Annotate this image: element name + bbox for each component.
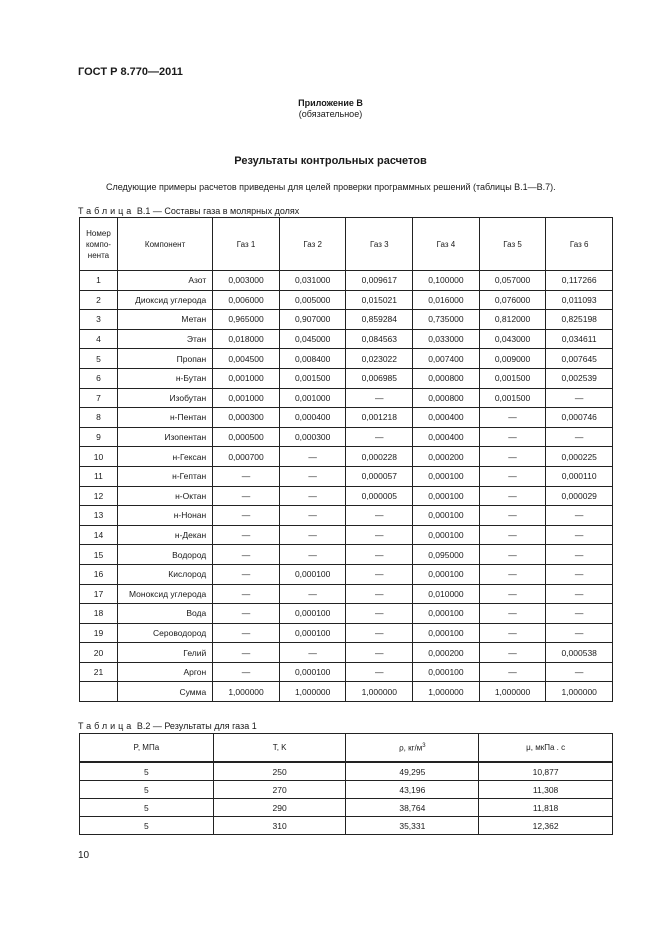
table-row	[80, 310, 613, 330]
mole-fraction-cell: 0,000500	[213, 427, 280, 447]
mole-fraction-cell: 0,000400	[413, 427, 480, 447]
mole-fraction-cell: 0,000029	[546, 486, 613, 506]
mole-fraction-cell: 0,825198	[546, 310, 613, 330]
mole-fraction-cell: 0,907000	[279, 310, 346, 330]
table-row	[80, 408, 613, 428]
table1-header-cell: Номер компо-нента	[80, 218, 118, 271]
table1-header-cell: Газ 4	[413, 218, 480, 271]
mole-fraction-cell: 0,000100	[279, 662, 346, 682]
table1-caption	[78, 206, 299, 216]
component-number-cell: 16	[80, 564, 118, 584]
component-number-cell: 17	[80, 584, 118, 604]
mole-fraction-cell: 0,018000	[213, 329, 280, 349]
mole-fraction-cell: 0,000800	[413, 388, 480, 408]
component-name-cell: н-Гексан	[117, 447, 212, 467]
table1-header-cell: Газ 1	[213, 218, 280, 271]
table-row	[80, 271, 613, 291]
mole-fraction-cell: 1,000000	[213, 682, 280, 702]
table-row	[80, 427, 613, 447]
result-cell: 250	[213, 762, 346, 781]
component-number-cell: 19	[80, 623, 118, 643]
mole-fraction-cell: 0,000300	[213, 408, 280, 428]
table2-header-row	[80, 734, 613, 763]
annex-title: Приложение В	[298, 98, 363, 108]
mole-fraction-cell: —	[546, 564, 613, 584]
result-cell: 11,308	[479, 781, 613, 799]
mole-fraction-cell: —	[479, 604, 546, 624]
mole-fraction-cell: 0,812000	[479, 310, 546, 330]
mole-fraction-cell: 0,031000	[279, 271, 346, 291]
component-number-cell: 12	[80, 486, 118, 506]
mole-fraction-cell: —	[479, 662, 546, 682]
mole-fraction-cell: 0,016000	[413, 290, 480, 310]
result-cell: 5	[80, 799, 214, 817]
mole-fraction-cell: 0,010000	[413, 584, 480, 604]
mole-fraction-cell: —	[346, 388, 413, 408]
mole-fraction-cell: 0,009617	[346, 271, 413, 291]
mole-fraction-cell: 0,000100	[413, 525, 480, 545]
mole-fraction-cell: 0,003000	[213, 271, 280, 291]
component-name-cell: н-Бутан	[117, 368, 212, 388]
table2-header-label: T, K	[272, 743, 287, 752]
component-name-cell: Изопентан	[117, 427, 212, 447]
mole-fraction-cell: 0,076000	[479, 290, 546, 310]
mole-fraction-cell: 0,006985	[346, 368, 413, 388]
mole-fraction-cell: 0,004500	[213, 349, 280, 369]
table-row	[80, 486, 613, 506]
table1-caption-text: В.1 — Составы газа в молярных долях	[136, 206, 300, 216]
mole-fraction-cell: 1,000000	[346, 682, 413, 702]
page-number: 10	[78, 850, 90, 861]
table1-header-cell: Газ 3	[346, 218, 413, 271]
component-name-cell: н-Декан	[117, 525, 212, 545]
mole-fraction-cell: —	[213, 525, 280, 545]
mole-fraction-cell: —	[546, 525, 613, 545]
mole-fraction-cell: 0,095000	[413, 545, 480, 565]
mole-fraction-cell: 0,000200	[413, 447, 480, 467]
density-unit-exponent: 3	[422, 742, 426, 749]
table-row	[80, 349, 613, 369]
mole-fraction-cell: 0,002539	[546, 368, 613, 388]
mole-fraction-cell: 0,001000	[213, 368, 280, 388]
table2-caption-text: В.2 — Результаты для газа 1	[136, 721, 257, 731]
mole-fraction-cell: 0,057000	[479, 271, 546, 291]
mole-fraction-cell: —	[346, 584, 413, 604]
mole-fraction-cell: —	[279, 466, 346, 486]
result-cell: 5	[80, 762, 214, 781]
component-number-cell: 13	[80, 506, 118, 526]
mole-fraction-cell: —	[279, 447, 346, 467]
mole-fraction-cell: —	[479, 447, 546, 467]
table-row	[80, 368, 613, 388]
component-name-cell: Изобутан	[117, 388, 212, 408]
mole-fraction-cell: —	[546, 623, 613, 643]
mole-fraction-cell: —	[479, 643, 546, 663]
mole-fraction-cell: 0,735000	[413, 310, 480, 330]
table-row	[80, 564, 613, 584]
mole-fraction-cell: —	[346, 604, 413, 624]
mole-fraction-cell: 0,000057	[346, 466, 413, 486]
component-name-cell: Этан	[117, 329, 212, 349]
component-number-cell: 6	[80, 368, 118, 388]
mole-fraction-cell: 0,011093	[546, 290, 613, 310]
mole-fraction-cell: 0,045000	[279, 329, 346, 349]
result-cell: 290	[213, 799, 346, 817]
mole-fraction-cell: —	[279, 486, 346, 506]
table-row	[80, 388, 613, 408]
table-row	[80, 604, 613, 624]
component-name-cell: Азот	[117, 271, 212, 291]
mole-fraction-cell: —	[213, 643, 280, 663]
mole-fraction-cell: —	[346, 564, 413, 584]
mole-fraction-cell: 0,001500	[279, 368, 346, 388]
component-number-cell: 1	[80, 271, 118, 291]
mole-fraction-cell: 1,000000	[546, 682, 613, 702]
mole-fraction-cell: 0,006000	[213, 290, 280, 310]
mole-fraction-cell: —	[479, 623, 546, 643]
mole-fraction-cell: —	[279, 525, 346, 545]
table2-caption	[78, 721, 257, 731]
mole-fraction-cell: —	[479, 466, 546, 486]
table1-header-cell: Газ 5	[479, 218, 546, 271]
mole-fraction-cell: —	[346, 662, 413, 682]
mole-fraction-cell: 0,008400	[279, 349, 346, 369]
table-row	[80, 584, 613, 604]
mole-fraction-cell: 0,001000	[213, 388, 280, 408]
mole-fraction-cell: 0,000538	[546, 643, 613, 663]
mole-fraction-cell: 0,009000	[479, 349, 546, 369]
mole-fraction-cell: 0,117266	[546, 271, 613, 291]
component-name-cell: Метан	[117, 310, 212, 330]
component-name-cell: Диоксид углерода	[117, 290, 212, 310]
document-header: ГОСТ Р 8.770—2011	[78, 66, 183, 78]
result-cell: 12,362	[479, 817, 613, 835]
component-number-cell: 15	[80, 545, 118, 565]
mole-fraction-cell: 0,859284	[346, 310, 413, 330]
mole-fraction-cell: 0,000700	[213, 447, 280, 467]
component-number-cell: 3	[80, 310, 118, 330]
mole-fraction-cell: —	[546, 662, 613, 682]
mole-fraction-cell: 0,000400	[413, 408, 480, 428]
mole-fraction-cell: 0,000100	[413, 466, 480, 486]
component-name-cell: Аргон	[117, 662, 212, 682]
mole-fraction-cell: —	[479, 545, 546, 565]
mole-fraction-cell: —	[346, 427, 413, 447]
mole-fraction-cell: 0,000100	[413, 486, 480, 506]
mole-fraction-cell: —	[546, 584, 613, 604]
component-name-cell: Кислород	[117, 564, 212, 584]
table2-header-cell	[479, 734, 613, 763]
component-number-cell: 2	[80, 290, 118, 310]
table1-header-cell: Компонент	[117, 218, 212, 271]
mole-fraction-cell: 1,000000	[413, 682, 480, 702]
table-row	[80, 329, 613, 349]
component-name-cell: н-Октан	[117, 486, 212, 506]
mole-fraction-cell: —	[346, 506, 413, 526]
table-row	[80, 623, 613, 643]
mole-fraction-cell: 0,001500	[479, 368, 546, 388]
mole-fraction-cell: —	[479, 486, 546, 506]
table-row	[80, 545, 613, 565]
table-row	[80, 525, 613, 545]
table2-header-label: μ, мкПа . с	[526, 743, 566, 752]
mole-fraction-cell: —	[479, 427, 546, 447]
table1-header-row	[80, 218, 613, 271]
mole-fraction-cell: 0,043000	[479, 329, 546, 349]
mole-fraction-cell: —	[479, 564, 546, 584]
mole-fraction-cell: —	[346, 545, 413, 565]
mole-fraction-cell: —	[546, 506, 613, 526]
table-row	[80, 506, 613, 526]
result-cell: 38,764	[346, 799, 479, 817]
mole-fraction-cell: —	[213, 584, 280, 604]
result-cell: 49,295	[346, 762, 479, 781]
component-number-cell: 8	[80, 408, 118, 428]
component-number-cell: 4	[80, 329, 118, 349]
table-row	[80, 817, 613, 835]
result-cell: 35,331	[346, 817, 479, 835]
table1-header-cell: Газ 2	[279, 218, 346, 271]
mole-fraction-cell: 0,033000	[413, 329, 480, 349]
mole-fraction-cell: —	[213, 564, 280, 584]
mole-fraction-cell: —	[213, 662, 280, 682]
mole-fraction-cell: 0,007645	[546, 349, 613, 369]
component-name-cell: н-Гептан	[117, 466, 212, 486]
table-row	[80, 799, 613, 817]
mole-fraction-cell: 0,000300	[279, 427, 346, 447]
component-name-cell: Сероводород	[117, 623, 212, 643]
mole-fraction-cell: 0,001500	[479, 388, 546, 408]
mole-fraction-cell: 0,000100	[279, 564, 346, 584]
mole-fraction-cell: —	[213, 545, 280, 565]
mole-fraction-cell: 0,034611	[546, 329, 613, 349]
section-title: Результаты контрольных расчетов	[234, 155, 427, 167]
component-number-cell: 7	[80, 388, 118, 408]
result-cell: 310	[213, 817, 346, 835]
mole-fraction-cell: —	[213, 506, 280, 526]
table-row	[80, 290, 613, 310]
component-number-cell: 10	[80, 447, 118, 467]
component-name-cell: Вода	[117, 604, 212, 624]
result-cell: 11,818	[479, 799, 613, 817]
mole-fraction-cell: —	[479, 525, 546, 545]
component-number-cell: 21	[80, 662, 118, 682]
table2-header-cell	[80, 734, 214, 763]
table-row	[80, 762, 613, 781]
mole-fraction-cell: 0,000228	[346, 447, 413, 467]
mole-fraction-cell: —	[213, 604, 280, 624]
table2-caption-word: Таблица	[78, 721, 135, 731]
component-number-cell: 9	[80, 427, 118, 447]
component-number-cell: 5	[80, 349, 118, 369]
mole-fraction-cell: —	[346, 643, 413, 663]
table2-header-label: ρ, кг/м	[399, 743, 423, 753]
annex-status: (обязательное)	[298, 109, 363, 119]
mole-fraction-cell: 0,000746	[546, 408, 613, 428]
mole-fraction-cell: 0,965000	[213, 310, 280, 330]
mole-fraction-cell: —	[546, 604, 613, 624]
component-number-cell	[80, 682, 118, 702]
mole-fraction-cell: —	[213, 623, 280, 643]
gas-composition-table	[79, 217, 613, 702]
component-number-cell: 18	[80, 604, 118, 624]
component-number-cell: 14	[80, 525, 118, 545]
mole-fraction-cell: —	[546, 545, 613, 565]
table-row	[80, 682, 613, 702]
table-row	[80, 643, 613, 663]
table1-caption-word: Таблица	[78, 206, 135, 216]
mole-fraction-cell: —	[279, 506, 346, 526]
table-row	[80, 466, 613, 486]
mole-fraction-cell: —	[279, 643, 346, 663]
table2-header-cell	[346, 734, 479, 763]
component-name-cell: Моноксид углерода	[117, 584, 212, 604]
mole-fraction-cell: 0,000100	[413, 604, 480, 624]
mole-fraction-cell: 0,000005	[346, 486, 413, 506]
mole-fraction-cell: 0,000200	[413, 643, 480, 663]
mole-fraction-cell: 0,015021	[346, 290, 413, 310]
mole-fraction-cell: —	[479, 506, 546, 526]
mole-fraction-cell: —	[213, 486, 280, 506]
mole-fraction-cell: 0,000100	[413, 506, 480, 526]
table-row	[80, 662, 613, 682]
mole-fraction-cell: 0,000100	[413, 564, 480, 584]
mole-fraction-cell: —	[346, 525, 413, 545]
table2-header-label: P, МПа	[133, 743, 160, 752]
result-cell: 270	[213, 781, 346, 799]
mole-fraction-cell: —	[279, 545, 346, 565]
mole-fraction-cell: —	[546, 388, 613, 408]
mole-fraction-cell: —	[479, 408, 546, 428]
mole-fraction-cell: 0,001000	[279, 388, 346, 408]
mole-fraction-cell: 0,000100	[413, 662, 480, 682]
table-row	[80, 781, 613, 799]
mole-fraction-cell: —	[213, 466, 280, 486]
component-name-cell: Гелий	[117, 643, 212, 663]
mole-fraction-cell: 0,000100	[279, 604, 346, 624]
mole-fraction-cell: 0,001218	[346, 408, 413, 428]
mole-fraction-cell: 0,084563	[346, 329, 413, 349]
intro-paragraph: Следующие примеры расчетов приведены для целей проверки программных решений (таблицы В.1—В.7).	[106, 182, 556, 192]
component-name-cell: н-Нонан	[117, 506, 212, 526]
mole-fraction-cell: —	[279, 584, 346, 604]
mole-fraction-cell: —	[479, 584, 546, 604]
table-row	[80, 447, 613, 467]
mole-fraction-cell: 0,000400	[279, 408, 346, 428]
mole-fraction-cell: —	[346, 623, 413, 643]
component-name-cell: Пропан	[117, 349, 212, 369]
result-cell: 5	[80, 817, 214, 835]
result-cell: 5	[80, 781, 214, 799]
component-number-cell: 11	[80, 466, 118, 486]
gas1-results-table	[79, 733, 613, 835]
component-name-cell: н-Пентан	[117, 408, 212, 428]
component-name-cell: Сумма	[117, 682, 212, 702]
mole-fraction-cell: 0,005000	[279, 290, 346, 310]
mole-fraction-cell: 1,000000	[279, 682, 346, 702]
component-number-cell: 20	[80, 643, 118, 663]
result-cell: 43,196	[346, 781, 479, 799]
mole-fraction-cell: 0,000100	[413, 623, 480, 643]
table1-header-cell: Газ 6	[546, 218, 613, 271]
mole-fraction-cell: 0,000225	[546, 447, 613, 467]
mole-fraction-cell: 0,000800	[413, 368, 480, 388]
component-name-cell: Водород	[117, 545, 212, 565]
mole-fraction-cell: 0,007400	[413, 349, 480, 369]
table2-header-cell	[213, 734, 346, 763]
mole-fraction-cell: —	[546, 427, 613, 447]
mole-fraction-cell: 0,000100	[279, 623, 346, 643]
result-cell: 10,877	[479, 762, 613, 781]
mole-fraction-cell: 0,100000	[413, 271, 480, 291]
mole-fraction-cell: 0,023022	[346, 349, 413, 369]
mole-fraction-cell: 1,000000	[479, 682, 546, 702]
mole-fraction-cell: 0,000110	[546, 466, 613, 486]
